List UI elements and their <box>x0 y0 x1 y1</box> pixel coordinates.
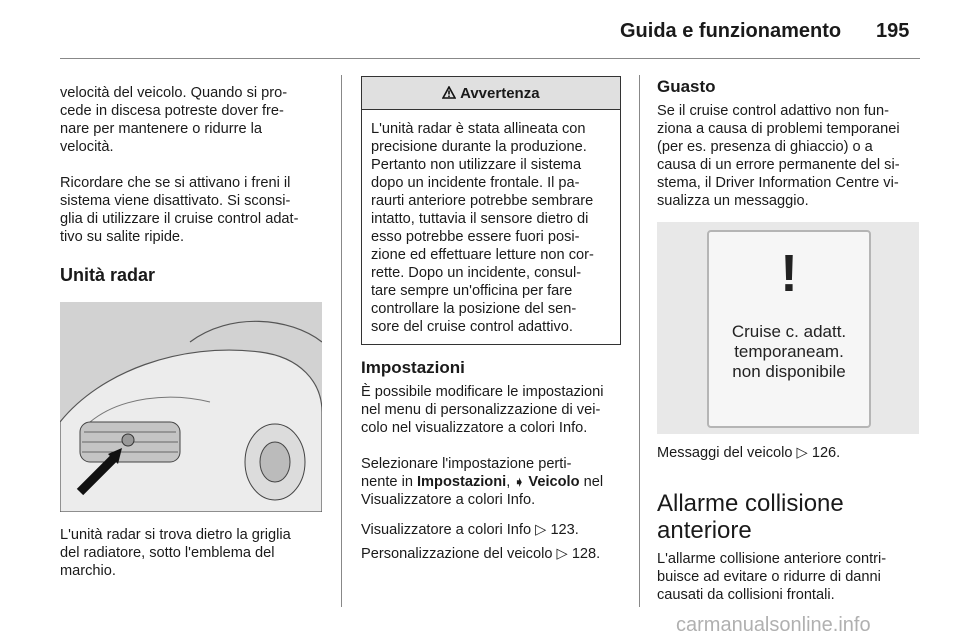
column-right: Guasto Se il cruise control adattivo non fun- ziona a causa di problemi temporanei (per es. presenza di ghiaccio) o a causa di un errore permanente del si- stema, il Driver Information Centre vi- sualizza un messaggio. ! Cruise c. adatt. temporaneam. non disponibile Messaggi del veicolo ▷ 126. Allarme collisione anteriore L'allarme collisione anteriore contri- buisce ad evitare o ridurre di danni causati da collisioni frontali. <box>657 78 927 610</box>
menu-arrow-icon: ➧ <box>514 475 525 489</box>
column-middle: Avvertenza L'unità radar è stata allineata con precisione durante la produzione. Pertanto non utilizzare il sistema dopo un incidente frontale. Il pa- raurti anteriore potrebbe sembrare intatto, tuttavia il sensore dietro di esso potrebbe essere fuori posi- zione ed effettuare letture non cor- rette. Dopo un incidente, consul- tare sempre un'officina per fare controllare la posizione del sen- sore del cruise control adattivo. Impostazioni È possibile modificare le impostazioni nel menu di personalizzazione di vei- colo nel visualizzatore a colori Info. Selezionare l'impostazione perti- nente in Impostazioni, ➧ Veicolo nel Visualizzatore a colori Info. Visualizzatore a colori Info ▷ 123. Personalizzazione del veicolo ▷ 128. <box>361 76 623 563</box>
section-heading: Unità radar <box>60 265 156 285</box>
text-line: Ricordare che se si attivano i freni il <box>60 175 291 191</box>
reference-arrow-icon: ▷ <box>796 445 808 461</box>
page-number: 195 <box>876 20 910 42</box>
warning-triangle-icon <box>442 85 460 102</box>
text-line: cede in discesa potreste dover fre- <box>60 103 284 119</box>
text-line: velocità. <box>60 139 114 155</box>
menu-path-vehicle: Veicolo <box>528 474 580 490</box>
header-rule <box>60 58 920 59</box>
section-subheading: Guasto <box>657 77 716 96</box>
text-line: del radiatore, sotto l'emblema del <box>60 545 275 561</box>
driver-info-display-illustration <box>657 222 919 434</box>
exclamation-icon: ! <box>780 245 798 303</box>
text-line: sistema viene disattivato. Si sconsi- <box>60 193 291 209</box>
column-divider <box>639 75 640 607</box>
section-heading: Allarme collisione anteriore <box>657 490 844 544</box>
radar-unit-photo <box>60 302 322 512</box>
text-line: nare per mantenere o ridurre la <box>60 121 262 137</box>
page-reference: Visualizzatore a colori Info ▷ 123. <box>361 522 579 538</box>
watermark: carmanualsonline.info <box>676 614 871 636</box>
page-reference: Messaggi del veicolo ▷ 126. <box>657 445 841 461</box>
warning-title: Avvertenza <box>362 77 620 110</box>
menu-path-settings: Impostazioni <box>417 474 507 490</box>
text-line: glia di utilizzare il cruise control adat- <box>60 211 299 227</box>
display-message-line: temporaneam. <box>734 342 844 361</box>
display-screen <box>707 230 871 428</box>
header-title: Guida e funzionamento <box>620 20 842 42</box>
reference-arrow-icon: ▷ <box>556 546 568 562</box>
column-left <box>60 78 330 586</box>
text-line: L'unità radar si trova dietro la griglia <box>60 527 291 543</box>
reference-arrow-icon: ▷ <box>535 522 547 538</box>
display-message-line: Cruise c. adatt. <box>731 322 847 341</box>
text-line: tivo su salite ripide. <box>60 229 185 245</box>
column-divider <box>341 75 342 607</box>
text-line: marchio. <box>60 563 116 579</box>
text-line: velocità del veicolo. Quando si pro- <box>60 85 288 101</box>
warning-box <box>361 76 621 345</box>
warning-body: L'unità radar è stata allineata con precisione durante la produzione. Pertanto non utilizzare il sistema dopo un incidente frontale. Il pa- raurti anteriore potrebbe sembrare intatto, tuttavia il sensore dietro di esso potrebbe essere fuori posi- zione ed effettuare letture non cor- rette. Dopo un incidente, consul- tare sempre un'officina per fare controllare la posizione del sen- sore del cruise control adattivo. <box>371 121 594 335</box>
display-message-line: non disponibile <box>732 362 846 381</box>
section-subheading: Impostazioni <box>361 358 465 377</box>
page-reference: Personalizzazione del veicolo ▷ 128. <box>361 546 601 562</box>
